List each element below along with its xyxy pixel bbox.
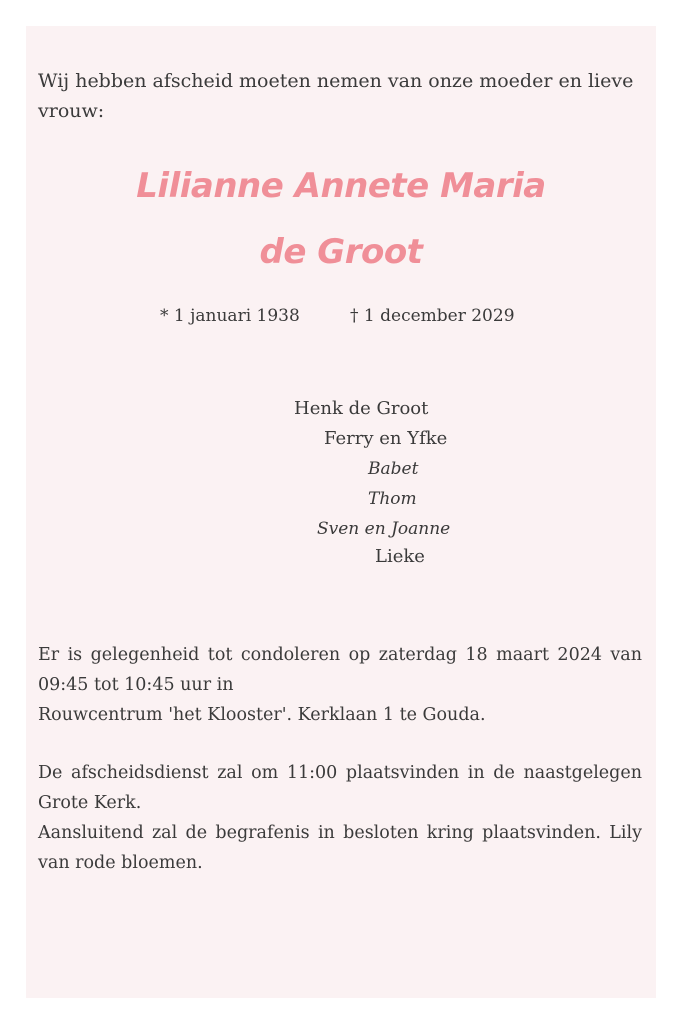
family-member: Thom <box>368 489 417 509</box>
birth-date: * 1 januari 1938 <box>160 306 300 326</box>
intro-text: Wij hebben afscheid moeten nemen van onze moeder en lieve vrouw: <box>38 70 634 122</box>
family-member: Lieke <box>375 546 425 567</box>
condolence-info <box>38 640 642 730</box>
family-member: Ferry en Yfke <box>324 428 448 449</box>
condolence-line: Er is gelegenheid tot condoleren op zaterdag 18 maart 2024 van 09:45 tot 10:45 uur in <box>38 645 642 695</box>
service-line: De afscheidsdienst zal om 11:00 plaatsvinden in de naastgelegen Grote Kerk. <box>38 763 642 813</box>
family-member: Sven en Joanne <box>317 519 451 539</box>
service-info <box>38 758 642 878</box>
deceased-name-line1: Lilianne Annete Maria <box>136 166 546 206</box>
family-member: Henk de Groot <box>294 398 429 419</box>
obituary-card <box>26 26 656 998</box>
deceased-name-line2: de Groot <box>259 232 423 272</box>
service-line: Aansluitend zal de begrafenis in besloten kring plaatsvinden. Lily van rode bloemen. <box>38 823 642 873</box>
family-member: Babet <box>368 459 419 479</box>
condolence-line: Rouwcentrum 'het Klooster'. Kerklaan 1 te Gouda. <box>38 705 486 725</box>
death-date: † 1 december 2029 <box>350 306 515 326</box>
